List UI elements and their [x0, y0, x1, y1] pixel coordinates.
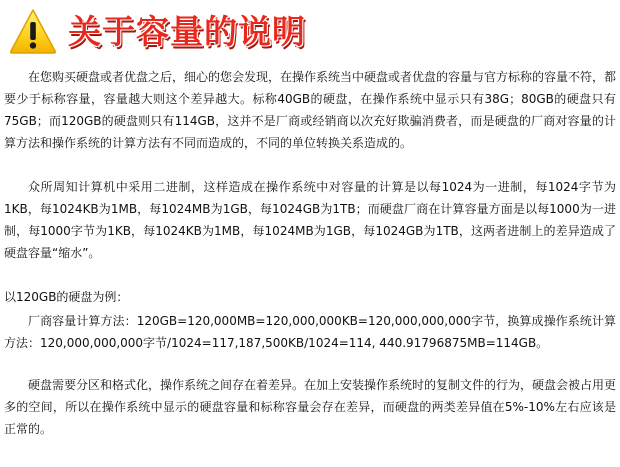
- example-heading: 以120GB的硬盘为例：: [4, 290, 129, 304]
- paragraph-calculation-example: 厂商容量计算方法：120GB=120,000MB=120,000,000KB=120,000,000,000字节，换算成操作系统计算方法：120,000,000,000字节/1024=117,187,500KB/1024=114, 440.91796875MB=114GB。: [4, 314, 616, 350]
- warning-icon: [8, 7, 58, 55]
- document-body: [0, 64, 620, 440]
- header: [8, 4, 306, 58]
- paragraph-partition-format: 硬盘需要分区和格式化，操作系统之间存在着差异。在加上安装操作系统时的复制文件的行为，硬盘会被占用更多的空间，所以在操作系统中显示的硬盘容量和标称容量会存在差异，而硬盘的两类差异值在5%-10%左右应该是正常的。: [4, 378, 617, 436]
- paragraph-capacity-difference: 在您购买硬盘或者优盘之后，细心的您会发现，在操作系统当中硬盘或者优盘的容量与官方标称的容量不符，都要少于标称容量，容量越大则这个差异越大。标称40GB的硬盘，在操作系统中显示只有38G；80GB的硬盘只有75GB；而120GB的硬盘则只有114GB，这并不是厂商或经销商以次充好欺骗消费者，而是硬盘的厂商对容量的计算方法和操作系统的计算方法有不同而造成的，不同的单位转换关系造成的。: [4, 70, 617, 150]
- page-title: 关于容量的说明: [68, 11, 306, 51]
- paragraph-binary-vs-decimal: 众所周知计算机中采用二进制，这样造成在操作系统中对容量的计算是以每1024为一进制，每1024字节为1KB，每1024KB为1MB，每1024MB为1GB，每1024GB为1TB；而硬盘厂商在计算容量方面是以每1000为一进制，每1000字节为1KB，每1024KB为1MB，每1024MB为1GB，每1024GB为1TB，这两者进制上的差异造成了硬盘容量“缩水”。: [4, 180, 616, 260]
